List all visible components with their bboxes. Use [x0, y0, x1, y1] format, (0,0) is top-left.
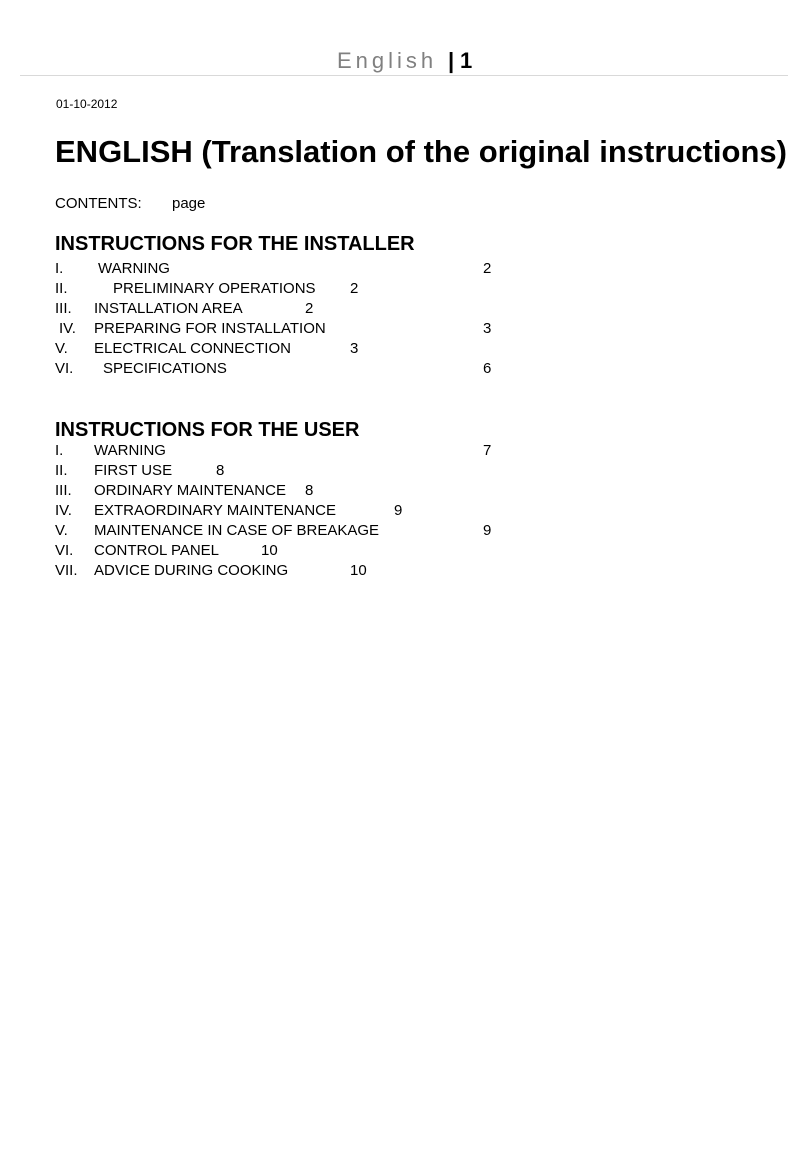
document-title: ENGLISH (Translation of the original instructions): [55, 134, 787, 169]
page-header: [0, 44, 808, 76]
toc-number: II.: [55, 280, 68, 297]
toc-page: 8: [216, 462, 225, 479]
toc-row: [0, 542, 808, 562]
toc-page: 3: [350, 340, 359, 357]
header-page-number: 1: [460, 48, 473, 73]
toc-number: VI.: [55, 542, 74, 559]
toc-number: IV.: [55, 502, 72, 519]
toc-row: [0, 340, 808, 360]
toc-page: 9: [394, 502, 403, 519]
contents-label: CONTENTS:: [55, 195, 142, 212]
toc-number: V.: [55, 340, 68, 357]
toc-row: [0, 442, 808, 462]
toc-number: II.: [55, 462, 68, 479]
toc-label: ORDINARY MAINTENANCE: [94, 482, 286, 499]
toc-row: [0, 562, 808, 582]
toc-row: [0, 482, 808, 502]
toc-page: 3: [483, 320, 492, 337]
toc-number: III.: [55, 300, 72, 317]
toc-label: CONTROL PANEL: [94, 542, 220, 559]
toc-number: III.: [55, 482, 72, 499]
toc-page: 7: [483, 442, 492, 459]
toc-page: 2: [350, 280, 359, 297]
toc-label: EXTRAORDINARY MAINTENANCE: [94, 502, 336, 519]
toc-number: I.: [55, 260, 64, 277]
user-heading: INSTRUCTIONS FOR THE USER: [55, 419, 360, 441]
toc-page: 8: [305, 482, 314, 499]
header-separator: |: [448, 48, 455, 73]
toc-row: [0, 280, 808, 300]
toc-label: FIRST USE: [94, 462, 173, 479]
toc-row: [0, 260, 808, 280]
toc-page: 6: [483, 360, 492, 377]
toc-row: [0, 502, 808, 522]
header-language: English: [337, 48, 438, 73]
toc-label: WARNING: [98, 260, 170, 277]
toc-label: ELECTRICAL CONNECTION: [94, 340, 291, 357]
toc-number: IV.: [59, 320, 76, 337]
toc-number: VI.: [55, 360, 74, 377]
toc-row: [0, 320, 808, 340]
toc-label: SPECIFICATIONS: [103, 360, 227, 377]
installer-heading: INSTRUCTIONS FOR THE INSTALLER: [55, 233, 415, 255]
header-divider: [20, 75, 788, 76]
toc-number: V.: [55, 522, 68, 539]
toc-label: MAINTENANCE IN CASE OF BREAKAGE: [94, 522, 380, 539]
toc-row: [0, 462, 808, 482]
toc-label: ADVICE DURING COOKING: [94, 562, 289, 579]
toc-label: PRELIMINARY OPERATIONS: [113, 280, 316, 297]
toc-row: [0, 522, 808, 542]
toc-row: [0, 300, 808, 320]
document-date: 01-10-2012: [56, 97, 118, 111]
toc-number: I.: [55, 442, 64, 459]
toc-label: INSTALLATION AREA: [94, 300, 243, 317]
toc-label: WARNING: [94, 442, 166, 459]
toc-row: [0, 360, 808, 380]
toc-number: VII.: [55, 562, 78, 579]
toc-page: 9: [483, 522, 492, 539]
contents-page-label: page: [172, 195, 206, 212]
toc-page: 10: [350, 562, 367, 579]
toc-page: 2: [483, 260, 492, 277]
toc-label: PREPARING FOR INSTALLATION: [94, 320, 326, 337]
toc-page: 2: [305, 300, 314, 317]
toc-page: 10: [261, 542, 278, 559]
